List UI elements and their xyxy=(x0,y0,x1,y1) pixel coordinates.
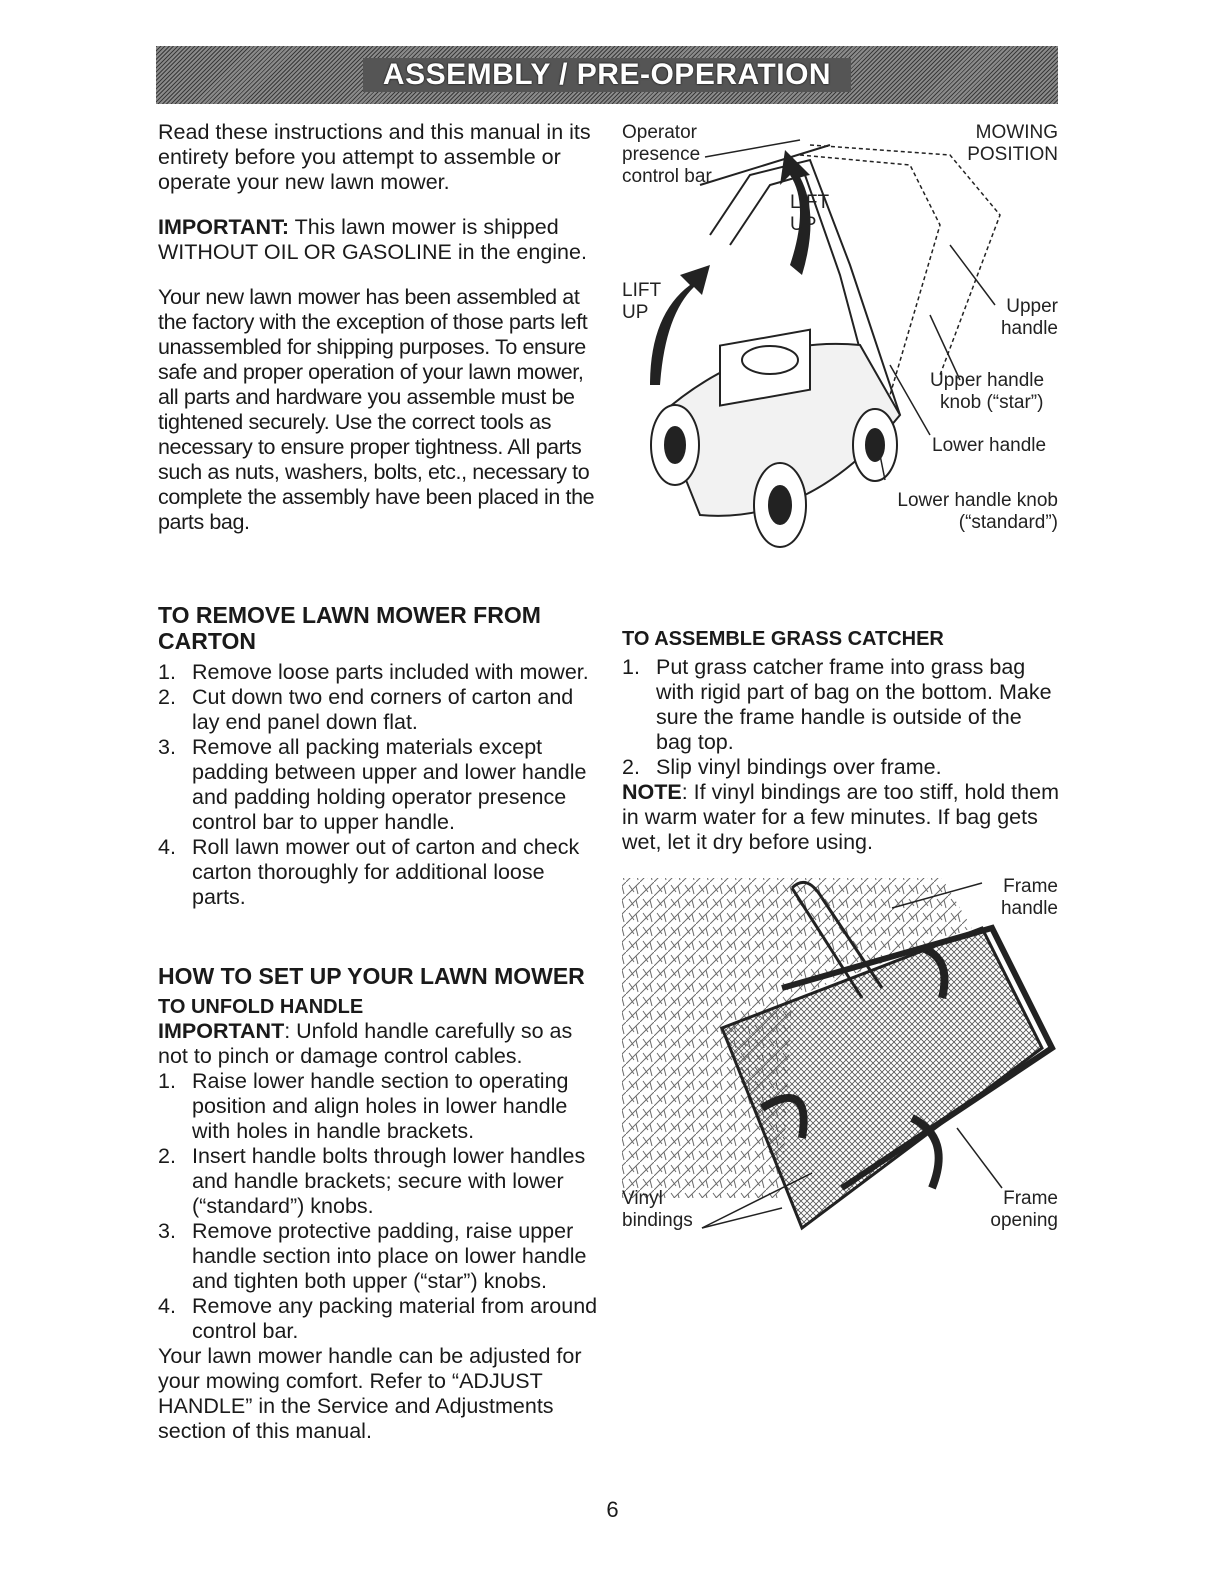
remove-carton-section xyxy=(158,602,598,910)
page-number: 6 xyxy=(606,1497,619,1522)
vinyl-bindings-label: Vinyl bindings xyxy=(622,1188,693,1231)
lift-up-label-2: LIFT UP xyxy=(622,280,662,323)
list-item: 4. Remove any packing material from around control bar. xyxy=(158,1294,598,1343)
mowing-position-label: MOWING POSITION xyxy=(967,122,1058,165)
section-title-banner xyxy=(156,46,1058,104)
upper-knob-label: Upper handle knob (“star”) xyxy=(930,370,1045,413)
remove-carton-steps xyxy=(158,660,598,910)
important-text: This lawn mower is shipped WITHOUT OIL OR GASOLINE in the engine. xyxy=(158,215,587,264)
intro-paragraph-1: Read these instructions and this manual in its entirety before you attempt to assemble or operate your new lawn mower. xyxy=(158,120,591,194)
list-item: 4. Roll lawn mower out of carton and check carton thoroughly for additional loose parts. xyxy=(158,835,580,909)
section-title: ASSEMBLY / PRE-OPERATION xyxy=(363,58,851,92)
list-item: 1. Raise lower handle section to operating position and align holes in lower handle with holes in handle brackets. xyxy=(158,1069,569,1143)
grass-catcher-section xyxy=(622,627,1062,855)
intro-paragraph-3: Your new lawn mower has been assembled at the factory with the exception of those parts left unassembled for shipping purposes. To ensure safe and proper operation of your lawn mower, all parts and hardware you assemble must be tightened securely. Use the correct tools as necessary to ensure proper tightness. All parts such as nuts, washers, bolts, etc., necessary to complete the assembly have been placed in the parts bag. xyxy=(158,285,595,534)
list-item: 2. Slip vinyl bindings over frame. xyxy=(622,755,942,779)
setup-steps xyxy=(158,1069,598,1344)
operator-bar-label: Operator presence control bar xyxy=(622,122,712,187)
frame-opening-label: Frame opening xyxy=(990,1188,1058,1231)
unfold-handle-heading: TO UNFOLD HANDLE xyxy=(158,996,364,1018)
grass-catcher-heading: TO ASSEMBLE GRASS CATCHER xyxy=(622,628,944,650)
list-item: 2. Insert handle bolts through lower handles and handle brackets; secure with lower (“standard”) knobs. xyxy=(158,1144,586,1218)
list-item: 1. Remove loose parts included with mower. xyxy=(158,660,589,684)
important-label: IMPORTANT: xyxy=(158,215,289,239)
frame-handle-label: Frame handle xyxy=(1000,876,1058,919)
grass-catcher-note: NOTE: If vinyl bindings are too stiff, hold them in warm water for a few minutes. If bag gets wet, let it dry before using. xyxy=(622,780,1059,854)
remove-carton-heading: TO REMOVE LAWN MOWER FROM CARTON xyxy=(158,602,541,654)
lower-knob-label: Lower handle knob (“standard”) xyxy=(897,490,1058,533)
list-item: 3. Remove all packing materials except padding between upper and lower handle and padding holding operator presence control bar to upper handle. xyxy=(158,735,587,834)
setup-important: IMPORTANT: Unfold handle carefully so as not to pinch or damage control cables. xyxy=(158,1019,573,1068)
grass-catcher-steps xyxy=(622,655,1062,780)
list-item: 3. Remove protective padding, raise upper handle section into place on lower handle and tighten both upper (“star”) knobs. xyxy=(158,1219,587,1293)
intro-important xyxy=(158,215,598,265)
lower-handle-label: Lower handle xyxy=(932,435,1047,456)
setup-closing: Your lawn mower handle can be adjusted for your mowing comfort. Refer to “ADJUST HANDLE” in the Service and Adjustments section of this manual. xyxy=(158,1344,582,1443)
lift-up-label-1: LIFT UP xyxy=(790,192,830,235)
list-item: 1. Put grass catcher frame into grass bag with rigid part of bag on the bottom. Make sure the frame handle is outside of the bag top. xyxy=(622,655,1052,754)
intro-text xyxy=(158,120,598,555)
setup-section xyxy=(158,963,598,1444)
setup-heading: HOW TO SET UP YOUR LAWN MOWER xyxy=(158,963,585,989)
upper-handle-label: Upper handle xyxy=(1000,296,1058,339)
list-item: 2. Cut down two end corners of carton and lay end panel down flat. xyxy=(158,685,574,734)
